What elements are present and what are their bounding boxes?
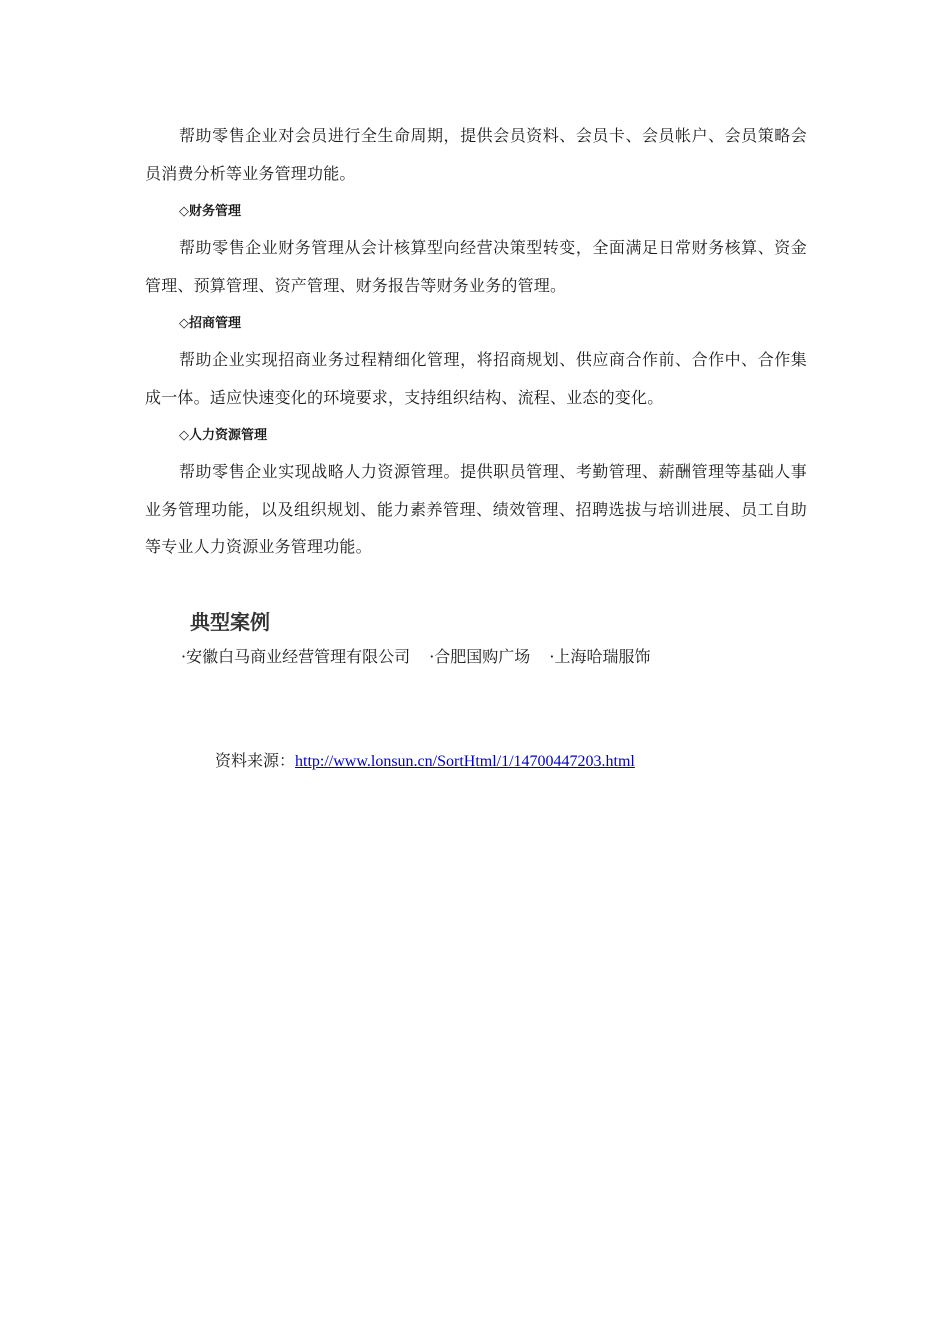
cases-list: [181, 645, 664, 669]
investment-paragraph: 帮助企业实现招商业务过程精细化管理，将招商规划、供应商合作前、合作中、合作集成一体。适应快速变化的环境要求，支持组织结构、流程、业态的变化。: [145, 350, 807, 407]
case-item-harui: ·上海哈瑞服饰: [549, 647, 651, 666]
hr-paragraph: 帮助零售企业实现战略人力资源管理。提供职员管理、考勤管理、薪酬管理等基础人事业务管理功能，以及组织规划、能力素养管理、绩效管理、招聘选拔与培训进展、员工自助等专业人力资源业务管理功能。: [145, 462, 807, 556]
source-link[interactable]: http://www.lonsun.cn/SortHtml/1/14700447203.html: [295, 753, 635, 770]
member-paragraph: 帮助零售企业对会员进行全生命周期，提供会员资料、会员卡、会员帐户、会员策略会员消费分析等业务管理功能。: [145, 126, 807, 183]
finance-paragraph: 帮助零售企业财务管理从会计核算型向经营决策型转变，全面满足日常财务核算、资金管理、预算管理、资产管理、财务报告等财务业务的管理。: [145, 238, 807, 295]
case-item-guogou: ·合肥国购广场: [429, 647, 531, 666]
source-label: 资料来源：: [215, 751, 296, 770]
finance-heading: ◇财务管理: [179, 204, 241, 219]
case-item-baima: ·安徽白马商业经营管理有限公司: [181, 647, 411, 666]
hr-heading: ◇人力资源管理: [179, 428, 267, 443]
cases-title: 典型案例: [190, 610, 270, 634]
investment-heading: ◇招商管理: [179, 316, 241, 331]
source-line: [215, 749, 635, 774]
